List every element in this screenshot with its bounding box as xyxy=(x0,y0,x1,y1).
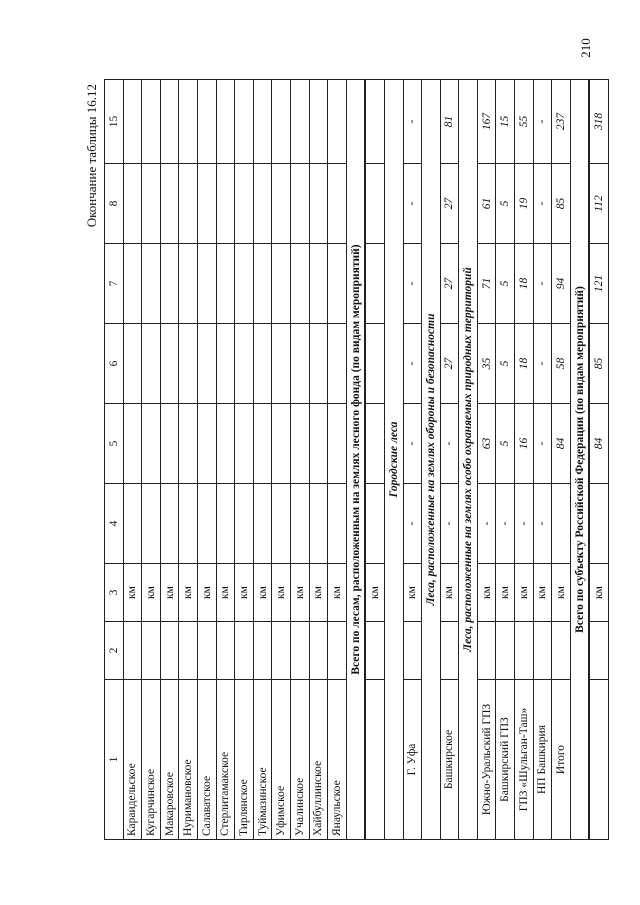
value-cell xyxy=(290,404,309,484)
row-name: ГПЗ «Шульган-Таш» xyxy=(515,680,534,840)
unit-cell: км xyxy=(235,564,254,622)
value-cell xyxy=(160,244,179,324)
empty-cell xyxy=(496,622,515,680)
row-name: Макаровское xyxy=(160,680,179,840)
unit-cell: км xyxy=(253,564,272,622)
row-name: Итого xyxy=(552,680,571,840)
value-cell: 121 xyxy=(589,244,608,324)
unit-cell: км xyxy=(160,564,179,622)
value-cell: 63 xyxy=(477,404,496,484)
value-cell xyxy=(216,404,235,484)
value-cell xyxy=(309,244,328,324)
unit-cell: км xyxy=(440,564,459,622)
empty-cell xyxy=(272,622,291,680)
value-cell xyxy=(197,324,216,404)
value-cell xyxy=(142,404,161,484)
empty-cell xyxy=(589,622,608,680)
table-row xyxy=(515,80,534,840)
section-title: Леса, расположенные на землях особо охраняемых природных территорий xyxy=(459,80,478,840)
value-cell xyxy=(290,80,309,164)
value-cell: - xyxy=(533,404,552,484)
empty-cell xyxy=(160,622,179,680)
empty-cell xyxy=(179,622,198,680)
row-name: Г. Уфа xyxy=(403,680,422,840)
table-row xyxy=(496,80,515,840)
table-row xyxy=(403,80,422,840)
value-cell xyxy=(142,164,161,244)
value-cell: - xyxy=(403,324,422,404)
table-caption: Окончание таблицы 16.12 xyxy=(84,84,99,228)
value-cell: 84 xyxy=(552,404,571,484)
empty-cell xyxy=(216,622,235,680)
value-cell: - xyxy=(533,324,552,404)
table-row xyxy=(253,80,272,840)
value-cell xyxy=(309,324,328,404)
table-row xyxy=(216,80,235,840)
value-cell xyxy=(142,324,161,404)
value-cell: 5 xyxy=(496,404,515,484)
value-cell xyxy=(179,164,198,244)
empty-cell xyxy=(477,622,496,680)
value-cell xyxy=(123,164,142,244)
unit-cell: км xyxy=(328,564,347,622)
value-cell xyxy=(309,484,328,564)
table-row xyxy=(309,80,328,840)
value-cell xyxy=(365,80,384,164)
value-cell xyxy=(290,164,309,244)
value-cell: 5 xyxy=(496,324,515,404)
data-table xyxy=(104,79,609,840)
empty-cell xyxy=(552,622,571,680)
value-cell xyxy=(290,244,309,324)
value-cell xyxy=(235,164,254,244)
value-cell xyxy=(328,164,347,244)
value-cell: 27 xyxy=(440,244,459,324)
value-cell: 85 xyxy=(552,164,571,244)
row-name: Туймазинское xyxy=(253,680,272,840)
value-cell xyxy=(160,404,179,484)
unit-cell: км xyxy=(403,564,422,622)
table-row xyxy=(533,80,552,840)
empty-cell xyxy=(123,622,142,680)
value-cell: - xyxy=(440,404,459,484)
value-cell xyxy=(123,80,142,164)
value-cell: 55 xyxy=(515,80,534,164)
row-name: Янаульское xyxy=(328,680,347,840)
value-cell xyxy=(328,404,347,484)
value-cell: - xyxy=(440,484,459,564)
value-cell xyxy=(179,484,198,564)
value-cell: 58 xyxy=(552,324,571,404)
value-cell xyxy=(272,484,291,564)
empty-cell xyxy=(440,622,459,680)
table-row xyxy=(179,80,198,840)
rotated-page-area xyxy=(82,80,606,840)
value-cell xyxy=(179,244,198,324)
section-row xyxy=(346,80,365,840)
value-cell xyxy=(142,244,161,324)
unit-cell: км xyxy=(272,564,291,622)
value-cell xyxy=(142,484,161,564)
section-row xyxy=(459,80,478,840)
value-cell xyxy=(123,404,142,484)
value-cell xyxy=(309,404,328,484)
section-row xyxy=(422,80,441,840)
page-number: 210 xyxy=(578,38,593,58)
empty-cell xyxy=(328,622,347,680)
table-row xyxy=(235,80,254,840)
empty-cell xyxy=(403,622,422,680)
table-row xyxy=(552,80,571,840)
value-cell xyxy=(272,404,291,484)
row-name xyxy=(589,680,608,840)
empty-cell xyxy=(365,622,384,680)
section-title: Всего по субъекту Российской Федерации (по видам мероприятий) xyxy=(570,80,589,840)
row-name: Тирлянское xyxy=(235,680,254,840)
value-cell: - xyxy=(496,484,515,564)
value-cell: 237 xyxy=(552,80,571,164)
value-cell xyxy=(253,404,272,484)
value-cell: - xyxy=(403,244,422,324)
value-cell xyxy=(253,80,272,164)
empty-cell xyxy=(290,622,309,680)
unit-cell: км xyxy=(477,564,496,622)
value-cell: 19 xyxy=(515,164,534,244)
value-cell xyxy=(197,80,216,164)
value-cell xyxy=(216,164,235,244)
value-cell xyxy=(253,324,272,404)
value-cell xyxy=(328,80,347,164)
empty-cell xyxy=(533,622,552,680)
value-cell xyxy=(235,244,254,324)
row-name: Нуримановское xyxy=(179,680,198,840)
unit-cell: км xyxy=(123,564,142,622)
value-cell xyxy=(235,324,254,404)
row-name: Кугарчинское xyxy=(142,680,161,840)
unit-cell: км xyxy=(197,564,216,622)
table-row xyxy=(142,80,161,840)
value-cell xyxy=(179,324,198,404)
value-cell xyxy=(160,484,179,564)
table-row xyxy=(272,80,291,840)
header-cell: 4 xyxy=(105,484,124,564)
section-title: Леса, расположенные на землях обороны и безопасности xyxy=(422,80,441,840)
value-cell: 94 xyxy=(552,244,571,324)
empty-cell xyxy=(515,622,534,680)
value-cell: 5 xyxy=(496,164,515,244)
unit-cell: км xyxy=(216,564,235,622)
unit-cell: км xyxy=(496,564,515,622)
row-name: Уфимское xyxy=(272,680,291,840)
value-cell xyxy=(365,244,384,324)
value-cell: 318 xyxy=(589,80,608,164)
header-cell: 7 xyxy=(105,244,124,324)
header-cell: 1 xyxy=(105,680,124,840)
value-cell xyxy=(365,324,384,404)
row-name: Башкирский ГПЗ xyxy=(496,680,515,840)
empty-cell xyxy=(309,622,328,680)
empty-cell xyxy=(142,622,161,680)
value-cell xyxy=(253,244,272,324)
row-name xyxy=(365,680,384,840)
header-cell: 2 xyxy=(105,622,124,680)
value-cell: 16 xyxy=(515,404,534,484)
value-cell xyxy=(197,484,216,564)
table-row xyxy=(123,80,142,840)
value-cell xyxy=(589,484,608,564)
value-cell xyxy=(272,164,291,244)
value-cell xyxy=(123,244,142,324)
table-row xyxy=(328,80,347,840)
table-row xyxy=(290,80,309,840)
empty-cell xyxy=(197,622,216,680)
value-cell xyxy=(253,484,272,564)
value-cell: 15 xyxy=(496,80,515,164)
header-cell: 6 xyxy=(105,324,124,404)
header-cell: 15 xyxy=(105,80,124,164)
value-cell: - xyxy=(477,484,496,564)
value-cell: - xyxy=(533,484,552,564)
unit-cell: км xyxy=(552,564,571,622)
unit-cell: км xyxy=(589,564,608,622)
value-cell xyxy=(365,404,384,484)
table-row xyxy=(197,80,216,840)
value-cell: 27 xyxy=(440,164,459,244)
value-cell xyxy=(160,80,179,164)
value-cell xyxy=(365,164,384,244)
value-cell: 81 xyxy=(440,80,459,164)
value-cell: 35 xyxy=(477,324,496,404)
row-name: Салаватское xyxy=(197,680,216,840)
value-cell: 18 xyxy=(515,324,534,404)
value-cell: 27 xyxy=(440,324,459,404)
table-container xyxy=(82,80,606,840)
value-cell xyxy=(216,324,235,404)
unit-cell: км xyxy=(365,564,384,622)
header-cell: 3 xyxy=(105,564,124,622)
section-title: Всего по лесам, расположенным на землях лесного фонда (по видам мероприятий) xyxy=(346,80,365,840)
table-row xyxy=(589,80,608,840)
row-name: НП Башкирия xyxy=(533,680,552,840)
value-cell xyxy=(216,80,235,164)
value-cell: 5 xyxy=(496,244,515,324)
value-cell xyxy=(160,164,179,244)
section-title: Городские леса xyxy=(384,80,403,840)
value-cell xyxy=(328,324,347,404)
unit-cell: км xyxy=(515,564,534,622)
value-cell: - xyxy=(533,244,552,324)
empty-cell xyxy=(253,622,272,680)
value-cell: - xyxy=(403,164,422,244)
value-cell xyxy=(272,324,291,404)
row-name: Хайбуллинское xyxy=(309,680,328,840)
value-cell xyxy=(160,324,179,404)
value-cell xyxy=(123,484,142,564)
value-cell: - xyxy=(403,484,422,564)
section-row xyxy=(570,80,589,840)
unit-cell: км xyxy=(179,564,198,622)
value-cell xyxy=(328,484,347,564)
value-cell xyxy=(290,484,309,564)
value-cell xyxy=(216,244,235,324)
value-cell xyxy=(290,324,309,404)
value-cell xyxy=(235,404,254,484)
row-name: Южно-Уральский ГПЗ xyxy=(477,680,496,840)
value-cell xyxy=(365,484,384,564)
value-cell xyxy=(235,484,254,564)
value-cell xyxy=(179,404,198,484)
value-cell: - xyxy=(403,80,422,164)
value-cell xyxy=(272,80,291,164)
unit-cell: км xyxy=(290,564,309,622)
unit-cell: км xyxy=(533,564,552,622)
row-name: Стерлитамакское xyxy=(216,680,235,840)
value-cell: 71 xyxy=(477,244,496,324)
value-cell xyxy=(309,164,328,244)
value-cell: 61 xyxy=(477,164,496,244)
table-row xyxy=(365,80,384,840)
value-cell xyxy=(216,484,235,564)
empty-cell xyxy=(235,622,254,680)
value-cell: - xyxy=(515,484,534,564)
header-row xyxy=(105,80,124,840)
section-row xyxy=(384,80,403,840)
unit-cell: км xyxy=(309,564,328,622)
value-cell xyxy=(197,404,216,484)
row-name: Караидельское xyxy=(123,680,142,840)
value-cell xyxy=(197,164,216,244)
value-cell: - xyxy=(533,80,552,164)
value-cell xyxy=(309,80,328,164)
table-row xyxy=(477,80,496,840)
header-cell: 5 xyxy=(105,404,124,484)
value-cell: - xyxy=(533,164,552,244)
value-cell: 112 xyxy=(589,164,608,244)
unit-cell: км xyxy=(142,564,161,622)
value-cell: 85 xyxy=(589,324,608,404)
table-body xyxy=(123,80,608,840)
value-cell xyxy=(253,164,272,244)
table-row xyxy=(440,80,459,840)
row-name: Учалинское xyxy=(290,680,309,840)
value-cell: 167 xyxy=(477,80,496,164)
header-cell: 8 xyxy=(105,164,124,244)
value-cell: 84 xyxy=(589,404,608,484)
value-cell: 18 xyxy=(515,244,534,324)
value-cell xyxy=(179,80,198,164)
value-cell xyxy=(328,244,347,324)
value-cell xyxy=(123,324,142,404)
value-cell xyxy=(235,80,254,164)
table-row xyxy=(160,80,179,840)
value-cell xyxy=(552,484,571,564)
value-cell xyxy=(142,80,161,164)
value-cell xyxy=(197,244,216,324)
value-cell: - xyxy=(403,404,422,484)
value-cell xyxy=(272,244,291,324)
row-name: Башкирское xyxy=(440,680,459,840)
